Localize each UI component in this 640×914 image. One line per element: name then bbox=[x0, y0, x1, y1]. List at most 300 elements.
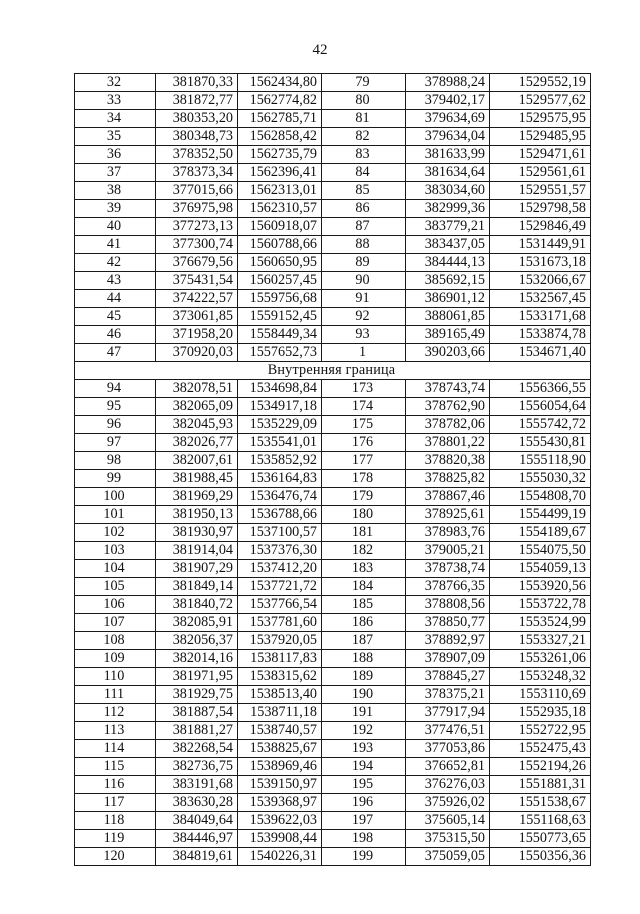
y-coordinate: 1557652,73 bbox=[238, 344, 322, 362]
inner-boundary-rows bbox=[75, 380, 591, 866]
y-coordinate: 1556366,55 bbox=[490, 380, 591, 398]
y-coordinate: 1562785,71 bbox=[238, 110, 322, 128]
y-coordinate: 1535229,09 bbox=[238, 416, 322, 434]
point-number: 98 bbox=[75, 452, 156, 470]
table-row bbox=[75, 704, 591, 722]
point-number: 176 bbox=[322, 434, 406, 452]
x-coordinate: 377917,94 bbox=[406, 704, 490, 722]
point-number: 96 bbox=[75, 416, 156, 434]
point-number: 117 bbox=[75, 794, 156, 812]
x-coordinate: 378762,90 bbox=[406, 398, 490, 416]
y-coordinate: 1533171,68 bbox=[490, 308, 591, 326]
point-number: 88 bbox=[322, 236, 406, 254]
y-coordinate: 1552722,95 bbox=[490, 722, 591, 740]
y-coordinate: 1531673,18 bbox=[490, 254, 591, 272]
x-coordinate: 378782,06 bbox=[406, 416, 490, 434]
y-coordinate: 1529577,62 bbox=[490, 92, 591, 110]
y-coordinate: 1555030,32 bbox=[490, 470, 591, 488]
table-row bbox=[75, 416, 591, 434]
x-coordinate: 382056,37 bbox=[156, 632, 238, 650]
table-row bbox=[75, 596, 591, 614]
table-row bbox=[75, 506, 591, 524]
table-row bbox=[75, 650, 591, 668]
x-coordinate: 382085,91 bbox=[156, 614, 238, 632]
point-number: 120 bbox=[75, 848, 156, 866]
table-row bbox=[75, 434, 591, 452]
x-coordinate: 371958,20 bbox=[156, 326, 238, 344]
y-coordinate: 1562313,01 bbox=[238, 182, 322, 200]
point-number: 110 bbox=[75, 668, 156, 686]
point-number: 196 bbox=[322, 794, 406, 812]
point-number: 105 bbox=[75, 578, 156, 596]
y-coordinate: 1534917,18 bbox=[238, 398, 322, 416]
y-coordinate: 1536788,66 bbox=[238, 506, 322, 524]
point-number: 95 bbox=[75, 398, 156, 416]
x-coordinate: 381971,95 bbox=[156, 668, 238, 686]
table-row bbox=[75, 308, 591, 326]
point-number: 102 bbox=[75, 524, 156, 542]
point-number: 90 bbox=[322, 272, 406, 290]
table-row bbox=[75, 488, 591, 506]
x-coordinate: 382065,09 bbox=[156, 398, 238, 416]
x-coordinate: 383437,05 bbox=[406, 236, 490, 254]
y-coordinate: 1552935,18 bbox=[490, 704, 591, 722]
x-coordinate: 381634,64 bbox=[406, 164, 490, 182]
point-number: 190 bbox=[322, 686, 406, 704]
point-number: 195 bbox=[322, 776, 406, 794]
y-coordinate: 1534671,40 bbox=[490, 344, 591, 362]
y-coordinate: 1538711,18 bbox=[238, 704, 322, 722]
section-header bbox=[75, 362, 591, 380]
point-number: 197 bbox=[322, 812, 406, 830]
y-coordinate: 1535852,92 bbox=[238, 452, 322, 470]
y-coordinate: 1531449,91 bbox=[490, 236, 591, 254]
x-coordinate: 378801,22 bbox=[406, 434, 490, 452]
point-number: 101 bbox=[75, 506, 156, 524]
y-coordinate: 1560918,07 bbox=[238, 218, 322, 236]
y-coordinate: 1562774,82 bbox=[238, 92, 322, 110]
table-row bbox=[75, 128, 591, 146]
coordinates-table bbox=[74, 73, 591, 866]
y-coordinate: 1529561,61 bbox=[490, 164, 591, 182]
x-coordinate: 384446,97 bbox=[156, 830, 238, 848]
y-coordinate: 1562735,79 bbox=[238, 146, 322, 164]
x-coordinate: 378373,34 bbox=[156, 164, 238, 182]
point-number: 114 bbox=[75, 740, 156, 758]
point-number: 41 bbox=[75, 236, 156, 254]
x-coordinate: 376276,03 bbox=[406, 776, 490, 794]
x-coordinate: 382078,51 bbox=[156, 380, 238, 398]
y-coordinate: 1538117,83 bbox=[238, 650, 322, 668]
x-coordinate: 381969,29 bbox=[156, 488, 238, 506]
point-number: 193 bbox=[322, 740, 406, 758]
table-row bbox=[75, 686, 591, 704]
x-coordinate: 384819,61 bbox=[156, 848, 238, 866]
y-coordinate: 1532066,67 bbox=[490, 272, 591, 290]
point-number: 85 bbox=[322, 182, 406, 200]
y-coordinate: 1552475,43 bbox=[490, 740, 591, 758]
y-coordinate: 1529551,57 bbox=[490, 182, 591, 200]
y-coordinate: 1562434,80 bbox=[238, 74, 322, 92]
point-number: 113 bbox=[75, 722, 156, 740]
x-coordinate: 381840,72 bbox=[156, 596, 238, 614]
x-coordinate: 383034,60 bbox=[406, 182, 490, 200]
page-number: 42 bbox=[312, 42, 328, 58]
point-number: 116 bbox=[75, 776, 156, 794]
x-coordinate: 383191,68 bbox=[156, 776, 238, 794]
outer-boundary-rows bbox=[75, 74, 591, 362]
point-number: 82 bbox=[322, 128, 406, 146]
x-coordinate: 378375,21 bbox=[406, 686, 490, 704]
y-coordinate: 1535541,01 bbox=[238, 434, 322, 452]
table-row bbox=[75, 218, 591, 236]
point-number: 39 bbox=[75, 200, 156, 218]
x-coordinate: 381870,33 bbox=[156, 74, 238, 92]
table-row bbox=[75, 470, 591, 488]
y-coordinate: 1551168,63 bbox=[490, 812, 591, 830]
y-coordinate: 1560788,66 bbox=[238, 236, 322, 254]
y-coordinate: 1539150,97 bbox=[238, 776, 322, 794]
point-number: 84 bbox=[322, 164, 406, 182]
point-number: 42 bbox=[75, 254, 156, 272]
point-number: 100 bbox=[75, 488, 156, 506]
point-number: 112 bbox=[75, 704, 156, 722]
y-coordinate: 1553524,99 bbox=[490, 614, 591, 632]
x-coordinate: 377476,51 bbox=[406, 722, 490, 740]
table-row bbox=[75, 344, 591, 362]
x-coordinate: 381930,97 bbox=[156, 524, 238, 542]
point-number: 189 bbox=[322, 668, 406, 686]
point-number: 37 bbox=[75, 164, 156, 182]
y-coordinate: 1537721,72 bbox=[238, 578, 322, 596]
x-coordinate: 384049,64 bbox=[156, 812, 238, 830]
y-coordinate: 1538825,67 bbox=[238, 740, 322, 758]
x-coordinate: 381872,77 bbox=[156, 92, 238, 110]
x-coordinate: 381950,13 bbox=[156, 506, 238, 524]
point-number: 35 bbox=[75, 128, 156, 146]
y-coordinate: 1554059,13 bbox=[490, 560, 591, 578]
x-coordinate: 378825,82 bbox=[406, 470, 490, 488]
y-coordinate: 1529471,61 bbox=[490, 146, 591, 164]
y-coordinate: 1540226,31 bbox=[238, 848, 322, 866]
point-number: 38 bbox=[75, 182, 156, 200]
x-coordinate: 378907,09 bbox=[406, 650, 490, 668]
y-coordinate: 1562310,57 bbox=[238, 200, 322, 218]
y-coordinate: 1554808,70 bbox=[490, 488, 591, 506]
x-coordinate: 375926,02 bbox=[406, 794, 490, 812]
y-coordinate: 1539368,97 bbox=[238, 794, 322, 812]
y-coordinate: 1555430,81 bbox=[490, 434, 591, 452]
y-coordinate: 1536164,83 bbox=[238, 470, 322, 488]
y-coordinate: 1555742,72 bbox=[490, 416, 591, 434]
y-coordinate: 1558449,34 bbox=[238, 326, 322, 344]
y-coordinate: 1537100,57 bbox=[238, 524, 322, 542]
point-number: 91 bbox=[322, 290, 406, 308]
x-coordinate: 379634,69 bbox=[406, 110, 490, 128]
y-coordinate: 1539622,03 bbox=[238, 812, 322, 830]
x-coordinate: 384444,13 bbox=[406, 254, 490, 272]
point-number: 46 bbox=[75, 326, 156, 344]
y-coordinate: 1538513,40 bbox=[238, 686, 322, 704]
section-title: Внутренняя граница bbox=[75, 362, 591, 380]
point-number: 97 bbox=[75, 434, 156, 452]
table-row bbox=[75, 614, 591, 632]
x-coordinate: 389165,49 bbox=[406, 326, 490, 344]
section-row bbox=[75, 362, 591, 380]
x-coordinate: 378925,61 bbox=[406, 506, 490, 524]
point-number: 191 bbox=[322, 704, 406, 722]
x-coordinate: 382736,75 bbox=[156, 758, 238, 776]
table-row bbox=[75, 830, 591, 848]
point-number: 94 bbox=[75, 380, 156, 398]
table-row bbox=[75, 848, 591, 866]
point-number: 40 bbox=[75, 218, 156, 236]
x-coordinate: 378988,24 bbox=[406, 74, 490, 92]
point-number: 45 bbox=[75, 308, 156, 326]
x-coordinate: 376975,98 bbox=[156, 200, 238, 218]
point-number: 118 bbox=[75, 812, 156, 830]
table-row bbox=[75, 524, 591, 542]
point-number: 115 bbox=[75, 758, 156, 776]
y-coordinate: 1553248,32 bbox=[490, 668, 591, 686]
x-coordinate: 381887,54 bbox=[156, 704, 238, 722]
point-number: 182 bbox=[322, 542, 406, 560]
point-number: 107 bbox=[75, 614, 156, 632]
point-number: 83 bbox=[322, 146, 406, 164]
table-row bbox=[75, 542, 591, 560]
y-coordinate: 1553110,69 bbox=[490, 686, 591, 704]
y-coordinate: 1559152,45 bbox=[238, 308, 322, 326]
y-coordinate: 1538315,62 bbox=[238, 668, 322, 686]
x-coordinate: 375059,05 bbox=[406, 848, 490, 866]
y-coordinate: 1536476,74 bbox=[238, 488, 322, 506]
x-coordinate: 377015,66 bbox=[156, 182, 238, 200]
y-coordinate: 1539908,44 bbox=[238, 830, 322, 848]
x-coordinate: 375431,54 bbox=[156, 272, 238, 290]
x-coordinate: 381929,75 bbox=[156, 686, 238, 704]
y-coordinate: 1555118,90 bbox=[490, 452, 591, 470]
x-coordinate: 375605,14 bbox=[406, 812, 490, 830]
y-coordinate: 1553722,78 bbox=[490, 596, 591, 614]
point-number: 44 bbox=[75, 290, 156, 308]
point-number: 92 bbox=[322, 308, 406, 326]
x-coordinate: 386901,12 bbox=[406, 290, 490, 308]
x-coordinate: 378850,77 bbox=[406, 614, 490, 632]
x-coordinate: 381914,04 bbox=[156, 542, 238, 560]
x-coordinate: 377053,86 bbox=[406, 740, 490, 758]
table-row bbox=[75, 632, 591, 650]
table-row bbox=[75, 290, 591, 308]
y-coordinate: 1537412,20 bbox=[238, 560, 322, 578]
table-row bbox=[75, 740, 591, 758]
x-coordinate: 379005,21 bbox=[406, 542, 490, 560]
point-number: 111 bbox=[75, 686, 156, 704]
y-coordinate: 1537781,60 bbox=[238, 614, 322, 632]
table-row bbox=[75, 794, 591, 812]
point-number: 192 bbox=[322, 722, 406, 740]
y-coordinate: 1532567,45 bbox=[490, 290, 591, 308]
y-coordinate: 1554189,67 bbox=[490, 524, 591, 542]
x-coordinate: 382014,16 bbox=[156, 650, 238, 668]
y-coordinate: 1551538,67 bbox=[490, 794, 591, 812]
table-row bbox=[75, 722, 591, 740]
x-coordinate: 382007,61 bbox=[156, 452, 238, 470]
point-number: 36 bbox=[75, 146, 156, 164]
point-number: 180 bbox=[322, 506, 406, 524]
y-coordinate: 1529798,58 bbox=[490, 200, 591, 218]
point-number: 33 bbox=[75, 92, 156, 110]
x-coordinate: 382026,77 bbox=[156, 434, 238, 452]
point-number: 86 bbox=[322, 200, 406, 218]
x-coordinate: 374222,57 bbox=[156, 290, 238, 308]
point-number: 194 bbox=[322, 758, 406, 776]
table-row bbox=[75, 380, 591, 398]
table-row bbox=[75, 578, 591, 596]
y-coordinate: 1553920,56 bbox=[490, 578, 591, 596]
x-coordinate: 378738,74 bbox=[406, 560, 490, 578]
x-coordinate: 378983,76 bbox=[406, 524, 490, 542]
point-number: 178 bbox=[322, 470, 406, 488]
table-row bbox=[75, 164, 591, 182]
y-coordinate: 1529485,95 bbox=[490, 128, 591, 146]
point-number: 34 bbox=[75, 110, 156, 128]
y-coordinate: 1562858,42 bbox=[238, 128, 322, 146]
y-coordinate: 1537766,54 bbox=[238, 596, 322, 614]
x-coordinate: 381881,27 bbox=[156, 722, 238, 740]
x-coordinate: 378820,38 bbox=[406, 452, 490, 470]
y-coordinate: 1560650,95 bbox=[238, 254, 322, 272]
y-coordinate: 1551881,31 bbox=[490, 776, 591, 794]
x-coordinate: 373061,85 bbox=[156, 308, 238, 326]
y-coordinate: 1559756,68 bbox=[238, 290, 322, 308]
point-number: 173 bbox=[322, 380, 406, 398]
table-row bbox=[75, 272, 591, 290]
x-coordinate: 378743,74 bbox=[406, 380, 490, 398]
table-row bbox=[75, 200, 591, 218]
x-coordinate: 378808,56 bbox=[406, 596, 490, 614]
table-row bbox=[75, 92, 591, 110]
table-row bbox=[75, 110, 591, 128]
point-number: 47 bbox=[75, 344, 156, 362]
point-number: 80 bbox=[322, 92, 406, 110]
point-number: 186 bbox=[322, 614, 406, 632]
table-row bbox=[75, 668, 591, 686]
point-number: 99 bbox=[75, 470, 156, 488]
point-number: 119 bbox=[75, 830, 156, 848]
y-coordinate: 1560257,45 bbox=[238, 272, 322, 290]
y-coordinate: 1562396,41 bbox=[238, 164, 322, 182]
x-coordinate: 388061,85 bbox=[406, 308, 490, 326]
table-row bbox=[75, 182, 591, 200]
y-coordinate: 1538740,57 bbox=[238, 722, 322, 740]
y-coordinate: 1537920,05 bbox=[238, 632, 322, 650]
point-number: 177 bbox=[322, 452, 406, 470]
y-coordinate: 1537376,30 bbox=[238, 542, 322, 560]
table-row bbox=[75, 146, 591, 164]
x-coordinate: 376679,56 bbox=[156, 254, 238, 272]
point-number: 187 bbox=[322, 632, 406, 650]
table-row bbox=[75, 776, 591, 794]
x-coordinate: 378766,35 bbox=[406, 578, 490, 596]
point-number: 199 bbox=[322, 848, 406, 866]
point-number: 79 bbox=[322, 74, 406, 92]
point-number: 198 bbox=[322, 830, 406, 848]
y-coordinate: 1529846,49 bbox=[490, 218, 591, 236]
table-row bbox=[75, 326, 591, 344]
y-coordinate: 1554499,19 bbox=[490, 506, 591, 524]
point-number: 109 bbox=[75, 650, 156, 668]
x-coordinate: 381633,99 bbox=[406, 146, 490, 164]
y-coordinate: 1552194,26 bbox=[490, 758, 591, 776]
point-number: 183 bbox=[322, 560, 406, 578]
y-coordinate: 1529552,19 bbox=[490, 74, 591, 92]
point-number: 43 bbox=[75, 272, 156, 290]
point-number: 81 bbox=[322, 110, 406, 128]
point-number: 174 bbox=[322, 398, 406, 416]
table-row bbox=[75, 74, 591, 92]
table-row bbox=[75, 812, 591, 830]
x-coordinate: 382999,36 bbox=[406, 200, 490, 218]
y-coordinate: 1550356,36 bbox=[490, 848, 591, 866]
y-coordinate: 1553261,06 bbox=[490, 650, 591, 668]
x-coordinate: 390203,66 bbox=[406, 344, 490, 362]
y-coordinate: 1529575,95 bbox=[490, 110, 591, 128]
point-number: 184 bbox=[322, 578, 406, 596]
table-row bbox=[75, 236, 591, 254]
point-number: 185 bbox=[322, 596, 406, 614]
x-coordinate: 382045,93 bbox=[156, 416, 238, 434]
x-coordinate: 370920,03 bbox=[156, 344, 238, 362]
x-coordinate: 379634,04 bbox=[406, 128, 490, 146]
x-coordinate: 379402,17 bbox=[406, 92, 490, 110]
point-number: 1 bbox=[322, 344, 406, 362]
point-number: 32 bbox=[75, 74, 156, 92]
table-row bbox=[75, 452, 591, 470]
point-number: 89 bbox=[322, 254, 406, 272]
x-coordinate: 383630,28 bbox=[156, 794, 238, 812]
table-row bbox=[75, 254, 591, 272]
x-coordinate: 381907,29 bbox=[156, 560, 238, 578]
x-coordinate: 380353,20 bbox=[156, 110, 238, 128]
y-coordinate: 1550773,65 bbox=[490, 830, 591, 848]
point-number: 104 bbox=[75, 560, 156, 578]
x-coordinate: 375315,50 bbox=[406, 830, 490, 848]
x-coordinate: 381849,14 bbox=[156, 578, 238, 596]
point-number: 181 bbox=[322, 524, 406, 542]
x-coordinate: 376652,81 bbox=[406, 758, 490, 776]
x-coordinate: 378352,50 bbox=[156, 146, 238, 164]
y-coordinate: 1533874,78 bbox=[490, 326, 591, 344]
table-row bbox=[75, 398, 591, 416]
x-coordinate: 378845,27 bbox=[406, 668, 490, 686]
x-coordinate: 381988,45 bbox=[156, 470, 238, 488]
point-number: 87 bbox=[322, 218, 406, 236]
table-row bbox=[75, 560, 591, 578]
x-coordinate: 383779,21 bbox=[406, 218, 490, 236]
x-coordinate: 382268,54 bbox=[156, 740, 238, 758]
point-number: 93 bbox=[322, 326, 406, 344]
point-number: 179 bbox=[322, 488, 406, 506]
point-number: 106 bbox=[75, 596, 156, 614]
y-coordinate: 1554075,50 bbox=[490, 542, 591, 560]
point-number: 103 bbox=[75, 542, 156, 560]
y-coordinate: 1553327,21 bbox=[490, 632, 591, 650]
point-number: 108 bbox=[75, 632, 156, 650]
point-number: 175 bbox=[322, 416, 406, 434]
y-coordinate: 1534698,84 bbox=[238, 380, 322, 398]
x-coordinate: 377300,74 bbox=[156, 236, 238, 254]
x-coordinate: 385692,15 bbox=[406, 272, 490, 290]
